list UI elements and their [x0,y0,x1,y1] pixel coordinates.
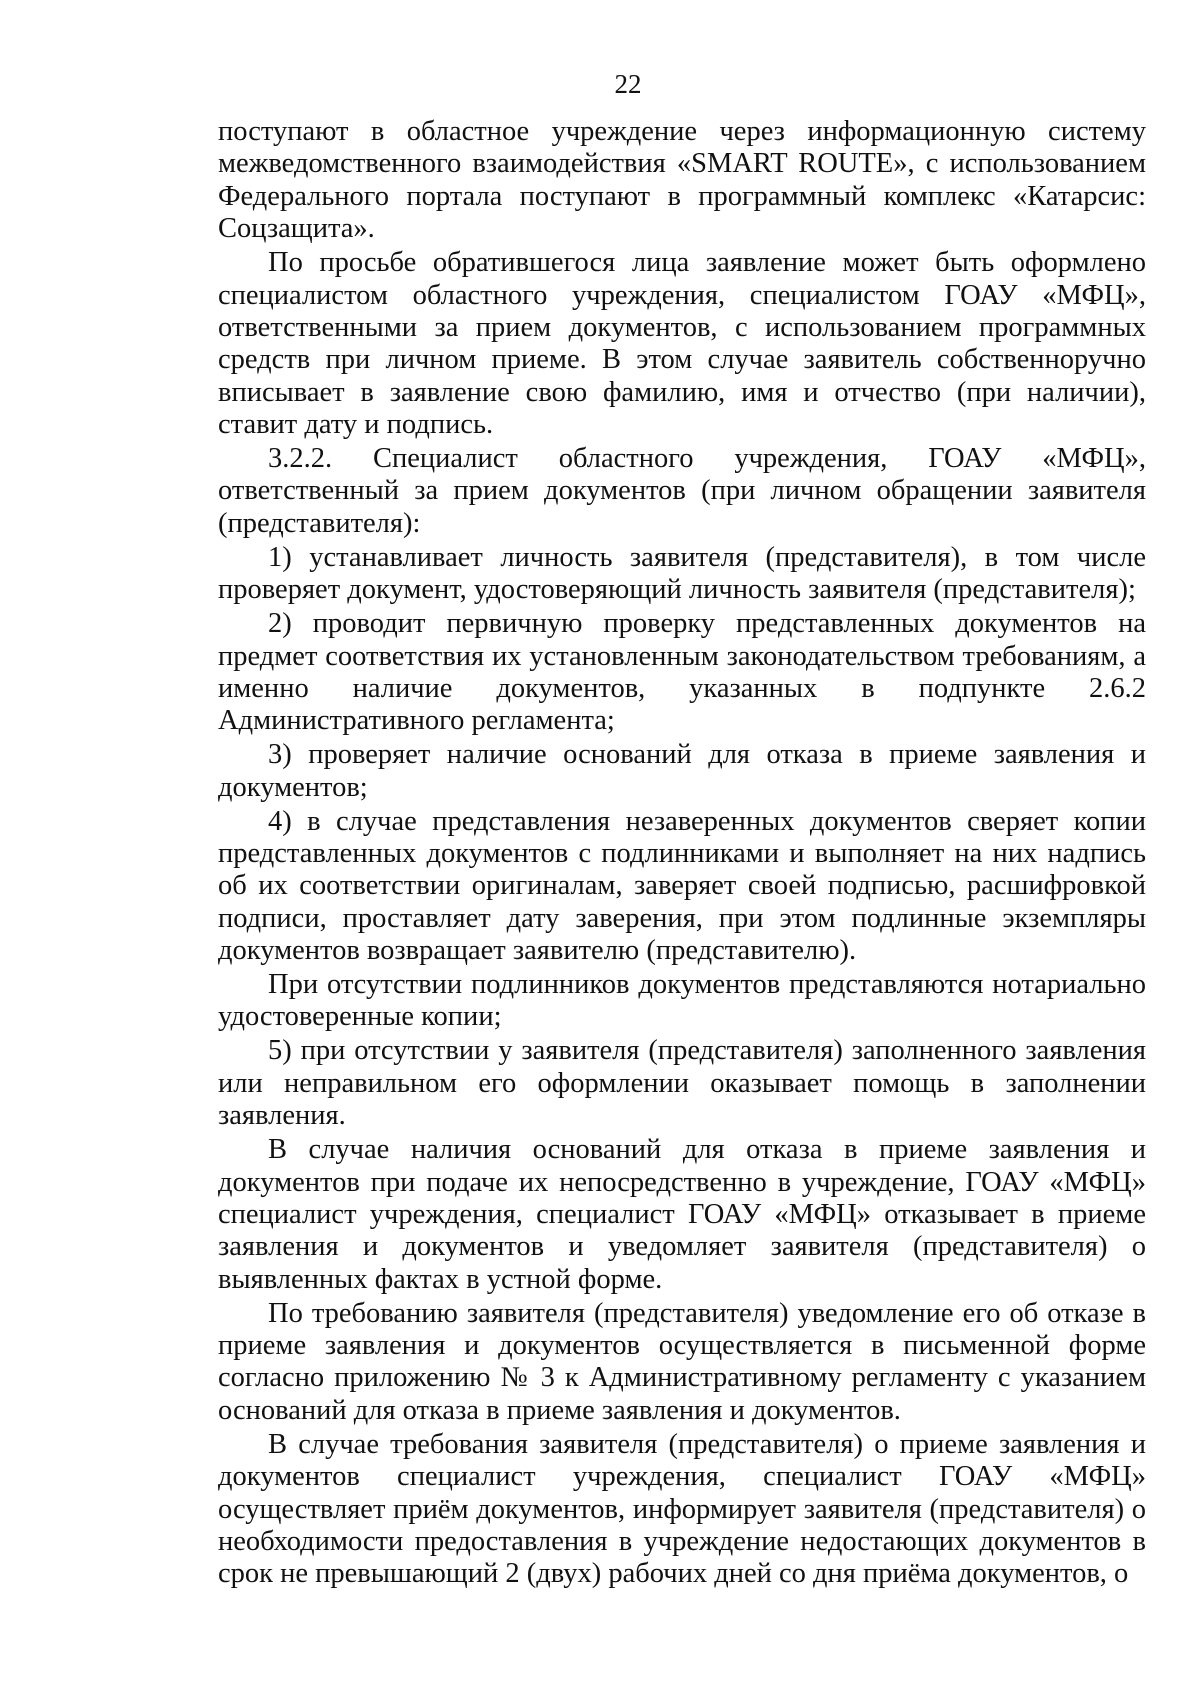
paragraph-2: По просьбе обратившегося лица заявление может быть оформлено специалистом областного учреждения, специалистом ГОАУ «МФЦ», ответственными за прием документов, с использованием программных средств при личном приеме. В этом случае заявитель собственноручно вписывает в заявление свою фамилию, имя и отчество (при наличии), ставит дату и подпись. [218,247,1146,441]
paragraph-11: По требованию заявителя (представителя) уведомление его об отказе в приеме заявления и документов осуществляется в письменной форме согласно приложению № 3 к Административному регламенту с указанием оснований для отказа в приеме заявления и документов. [218,1297,1146,1426]
paragraph-10: В случае наличия оснований для отказа в приеме заявления и документов при подаче их непосредственно в учреждение, ГОАУ «МФЦ» специалист учреждения, специалист ГОАУ «МФЦ» отказывает в приеме заявления и документов и уведомляет заявителя (представителя) о выявленных фактах в устной форме. [218,1134,1146,1295]
paragraph-1: поступают в областное учреждение через информационную систему межведомственного взаимодействия «SMART ROUTE», с использованием Федерального портала поступают в программный комплекс «Катарсис: Соцзащита». [218,116,1146,245]
paragraph-4: 1) устанавливает личность заявителя (представителя), в том числе проверяет документ, удостоверяющий личность заявителя (представителя); [218,541,1146,606]
page-number: 22 [614,69,642,99]
paragraph-12: В случае требования заявителя (представителя) о приеме заявления и документов специалист учреждения, специалист ГОАУ «МФЦ» осуществляет приём документов, информирует заявителя (представителя) о необходимости предоставления в учреждение недостающих документов в срок не превышающий 2 (двух) рабочих дней со дня приёма документов, о [218,1428,1146,1590]
paragraph-8: При отсутствии подлинников документов представляются нотариально удостоверенные копии; [218,969,1146,1033]
paragraph-5: 2) проводит первичную проверку представленных документов на предмет соответствия их установленным законодательством требованиям, а именно наличие документов, указанных в подпункте 2.6.2 Административного регламента; [218,608,1146,737]
paragraph-7: 4) в случае представления незаверенных документов сверяет копии представленных документов с подлинниками и выполняет на них надпись об их соответствии оригиналам, заверяет своей подписью, расшифровкой подписи, проставляет дату заверения, при этом подлинные экземпляры документов возвращает заявителю (представителю). [218,805,1146,967]
paragraph-3: 3.2.2. Специалист областного учреждения, ГОАУ «МФЦ», ответственный за прием документов (при личном обращении заявителя (представителя): [218,443,1146,539]
paragraph-9: 5) при отсутствии у заявителя (представителя) заполненного заявления или неправильном его оформлении оказывает помощь в заполнении заявления. [218,1035,1146,1132]
document-body [218,116,1146,1592]
paragraph-6: 3) проверяет наличие оснований для отказа в приеме заявления и документов; [218,739,1146,803]
